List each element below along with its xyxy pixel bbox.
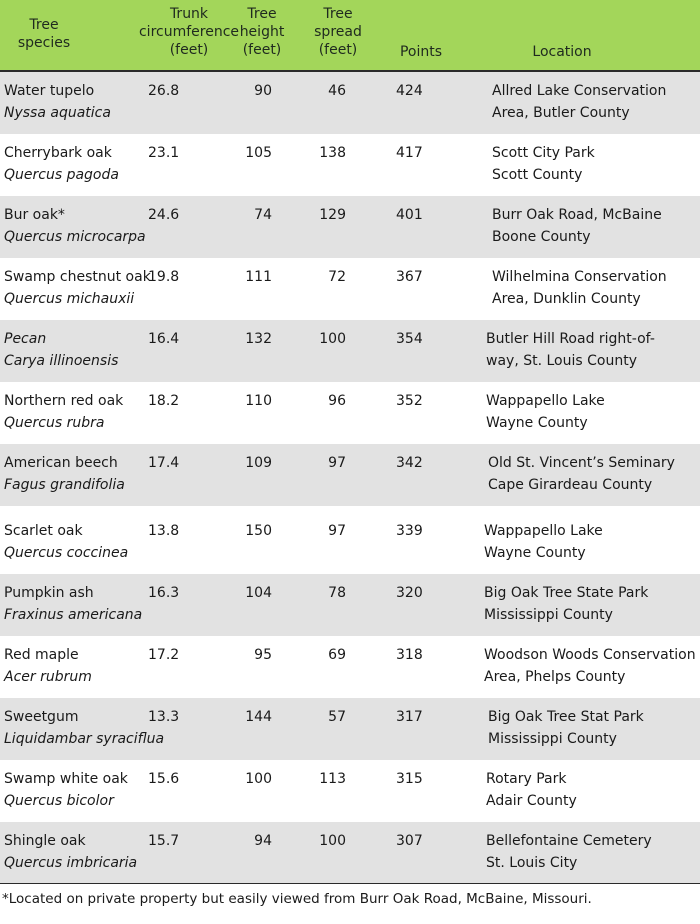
location-line-2: way, St. Louis County [486,353,637,369]
tree-points: 317 [396,709,423,725]
location-line-1: Scott City Park [492,145,595,161]
tree-common-name: Shingle oak [4,833,86,849]
table-row [0,574,700,636]
tree-common-name: Scarlet oak [4,523,83,539]
location-line-1: Old St. Vincent’s Seminary [488,455,675,471]
location-line-2: Scott County [492,167,583,183]
tree-spread: 46 [328,83,346,99]
header-spread: Tree spread (feet) [314,6,362,58]
tree-spread: 100 [319,833,346,849]
tree-points: 307 [396,833,423,849]
tree-spread: 129 [319,207,346,223]
header-height: Tree height (feet) [239,6,285,58]
tree-scientific-name: Quercus imbricaria [4,855,138,871]
location-line-2: Boone County [492,229,591,245]
tree-scientific-name: Carya illinoensis [4,353,119,369]
header-circumference: Trunk circumference (feet) [138,6,240,58]
tree-points: 318 [396,647,423,663]
trunk-circumference: 13.3 [148,709,180,725]
tree-common-name: Red maple [4,647,79,663]
table-row [0,72,700,134]
table-header [0,0,700,70]
location-line-1: Burr Oak Road, McBaine [492,207,662,223]
tree-scientific-name: Fraxinus americana [4,607,143,623]
tree-points: 401 [396,207,423,223]
trunk-circumference: 23.1 [148,145,180,161]
location-line-1: Wappapello Lake [486,393,605,409]
header-location: Location [532,44,592,60]
tree-spread: 69 [328,647,346,663]
trunk-circumference: 18.2 [148,393,180,409]
tree-scientific-name: Quercus rubra [4,415,105,431]
tree-height: 100 [245,771,272,787]
tree-scientific-name: Nyssa aquatica [4,105,111,121]
location-line-1: Woodson Woods Conservation [484,647,696,663]
header-points: Points [399,44,443,60]
tree-scientific-name: Quercus pagoda [4,167,119,183]
tree-scientific-name: Acer rubrum [4,669,92,685]
location-line-1: Big Oak Tree State Park [484,585,649,601]
trunk-circumference: 26.8 [148,83,180,99]
tree-common-name: Northern red oak [4,393,124,409]
table-row [0,134,700,196]
tree-common-name: Cherrybark oak [4,145,112,161]
location-line-1: Rotary Park [486,771,567,787]
location-line-2: Area, Dunklin County [492,291,641,307]
table-row [0,320,700,382]
location-line-1: Wilhelmina Conservation [492,269,667,285]
location-line-1: Wappapello Lake [484,523,603,539]
tree-scientific-name: Liquidambar syraciflua [4,731,165,747]
trunk-circumference: 15.6 [148,771,180,787]
tree-common-name: Bur oak* [4,207,65,223]
tree-spread: 100 [319,331,346,347]
table-row [0,822,700,884]
footer-divider [0,883,700,884]
tree-height: 104 [245,585,272,601]
tree-points: 352 [396,393,423,409]
tree-height: 74 [254,207,272,223]
tree-points: 417 [396,145,423,161]
trunk-circumference: 16.4 [148,331,180,347]
location-line-2: Area, Phelps County [484,669,626,685]
table-row [0,258,700,320]
table-row [0,636,700,698]
tree-points: 320 [396,585,423,601]
tree-points: 354 [396,331,423,347]
table-row [0,760,700,822]
tree-scientific-name: Quercus michauxii [4,291,135,307]
tree-spread: 97 [328,523,346,539]
location-line-2: Wayne County [484,545,586,561]
table-row [0,506,700,574]
location-line-2: St. Louis City [486,855,578,871]
trunk-circumference: 13.8 [148,523,180,539]
location-line-1: Big Oak Tree Stat Park [488,709,644,725]
tree-points: 339 [396,523,423,539]
tree-height: 90 [254,83,272,99]
trunk-circumference: 15.7 [148,833,180,849]
tree-points: 367 [396,269,423,285]
tree-scientific-name: Quercus microcarpa [4,229,146,245]
location-line-2: Mississippi County [484,607,613,623]
location-line-2: Cape Girardeau County [488,477,653,493]
tree-scientific-name: Quercus coccinea [4,545,129,561]
tree-height: 105 [245,145,272,161]
location-line-2: Wayne County [486,415,588,431]
tree-height: 144 [245,709,272,725]
table-row [0,196,700,258]
footnote: *Located on private property but easily viewed from Burr Oak Road, McBaine, Missouri. [2,891,592,907]
tree-scientific-name: Quercus bicolor [4,793,114,809]
tree-common-name: Water tupelo [4,83,95,99]
tree-points: 315 [396,771,423,787]
tree-scientific-name: Fagus grandifolia [4,477,125,493]
tree-spread: 72 [328,269,346,285]
table-row [0,382,700,444]
tree-height: 132 [245,331,272,347]
table-row [0,698,700,760]
header-species: Tree species [17,17,71,51]
tree-spread: 57 [328,709,346,725]
tree-common-name: Swamp chestnut oak [4,269,151,285]
tree-common-name: Sweetgum [4,709,79,725]
tree-spread: 138 [319,145,346,161]
tree-height: 150 [245,523,272,539]
trunk-circumference: 17.2 [148,647,180,663]
trunk-circumference: 16.3 [148,585,180,601]
location-line-1: Allred Lake Conservation [492,83,667,99]
tree-spread: 97 [328,455,346,471]
tree-height: 95 [254,647,272,663]
location-line-1: Butler Hill Road right-of- [486,331,655,347]
tree-height: 109 [245,455,272,471]
tree-common-name: Pumpkin ash [4,585,94,601]
tree-common-name: Swamp white oak [4,771,128,787]
trunk-circumference: 24.6 [148,207,180,223]
tree-common-name: American beech [4,455,118,471]
tree-spread: 96 [328,393,346,409]
tree-height: 111 [245,269,272,285]
tree-points: 342 [396,455,423,471]
tree-spread: 113 [319,771,346,787]
tree-spread: 78 [328,585,346,601]
location-line-2: Adair County [486,793,577,809]
trunk-circumference: 17.4 [148,455,180,471]
trunk-circumference: 19.8 [148,269,180,285]
location-line-2: Area, Butler County [492,105,630,121]
tree-points: 424 [396,83,423,99]
location-line-2: Mississippi County [488,731,617,747]
location-line-1: Bellefontaine Cemetery [486,833,652,849]
tree-height: 94 [254,833,272,849]
tree-common-name: Pecan [4,331,47,347]
tree-height: 110 [245,393,272,409]
table-row [0,444,700,506]
